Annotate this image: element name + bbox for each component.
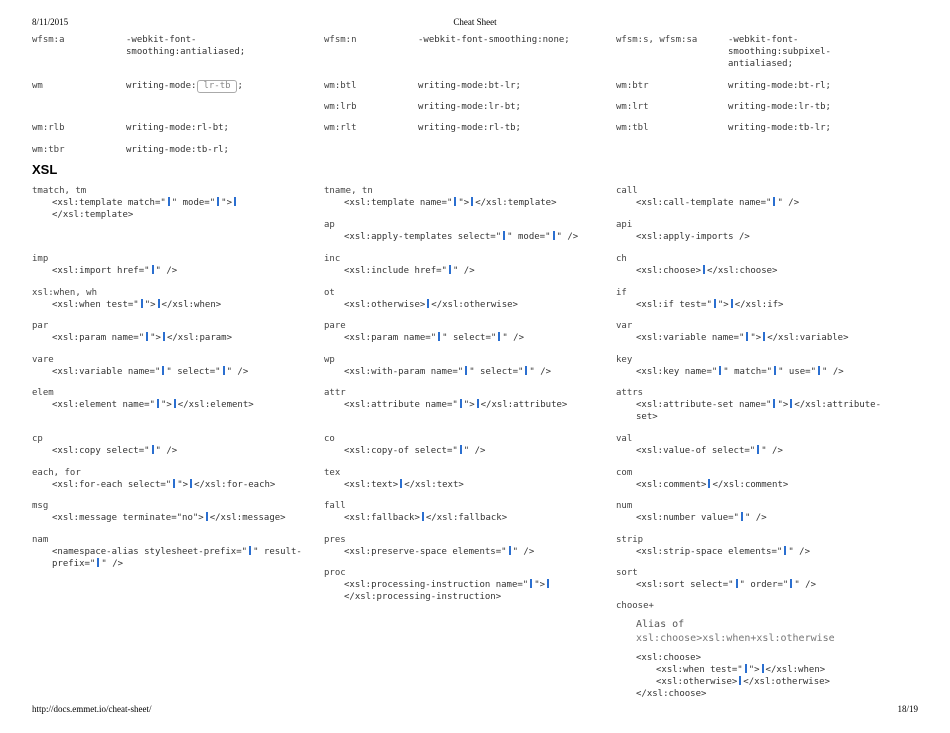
cursor-marker: [818, 366, 820, 375]
cursor-marker: [757, 445, 759, 454]
css-abbreviation: wm:lrb: [324, 102, 357, 112]
cursor-marker: [477, 399, 479, 408]
snippet-abbreviation: nam: [32, 535, 49, 545]
css-abbreviation: wfsm:a: [32, 35, 65, 45]
css-abbreviation: wm:rlt: [324, 123, 357, 133]
snippet-expansion: <xsl:apply-imports />: [636, 232, 750, 242]
cursor-marker: [790, 399, 792, 408]
snippet-item: [616, 253, 886, 277]
snippet-expansion: <xsl:for-each select=" "> </xsl:for-each>: [52, 480, 276, 490]
snippet-item: [616, 185, 886, 209]
snippet-item: [616, 500, 886, 524]
cursor-marker: [449, 265, 451, 274]
css-expansion: writing-mode:rl-tb;: [418, 123, 521, 133]
cursor-marker: [739, 676, 741, 685]
cursor-marker: [152, 265, 154, 274]
css-expansion: writing-mode:lr-bt;: [418, 102, 521, 112]
cursor-marker: [773, 197, 775, 206]
snippet-abbreviation: call: [616, 186, 638, 196]
snippet-abbreviation: attrs: [616, 388, 644, 398]
cursor-marker: [719, 366, 721, 375]
css-expansion: writing-mode:tb-lr;: [728, 123, 831, 133]
cursor-marker: [249, 546, 251, 555]
css-row: [324, 101, 594, 113]
snippet-expansion: <xsl:include href=" " />: [344, 266, 475, 276]
cursor-marker: [460, 399, 462, 408]
css-abbreviation: wm: [32, 81, 43, 91]
snippet-item: [616, 219, 886, 243]
cursor-marker: [503, 231, 505, 240]
css-expansion: writing-mode:rl-bt;: [126, 123, 229, 133]
cursor-marker: [471, 197, 473, 206]
snippet-item: [32, 433, 302, 457]
cursor-marker: [460, 445, 462, 454]
snippet-expansion: <xsl:with-param name=" " select=" " />: [344, 367, 552, 377]
snippet-item: [32, 467, 302, 491]
snippet-abbreviation: co: [324, 434, 335, 444]
alias-expansion: [636, 652, 886, 700]
css-expansion: writing-mode:lr-tb;: [728, 102, 831, 112]
snippet-item: [324, 500, 594, 524]
cursor-marker: [465, 366, 467, 375]
snippet-expansion: <xsl:processing-instruction name=" "> </xsl:processing-instruction>: [344, 579, 594, 603]
cursor-marker: [762, 664, 764, 673]
cursor-marker: [553, 231, 555, 240]
snippet-abbreviation: ch: [616, 254, 627, 264]
css-row: [324, 34, 594, 46]
snippet-abbreviation: api: [616, 220, 633, 230]
snippet-item-choose-plus: [616, 600, 886, 700]
css-expansion: writing-mode:bt-lr;: [418, 81, 521, 91]
css-row: [32, 34, 302, 58]
snippet-item: [616, 467, 886, 491]
snippet-abbreviation: ot: [324, 288, 335, 298]
snippet-item: [616, 433, 886, 457]
cursor-marker: [152, 445, 154, 454]
css-expansion: -webkit-font-smoothing:none;: [418, 35, 570, 45]
css-row: [616, 80, 886, 92]
snippet-abbreviation: sort: [616, 568, 638, 578]
header-title: Cheat Sheet: [453, 17, 497, 27]
css-expansion: writing-mode: lr-tb ;: [126, 81, 243, 91]
snippet-item: [616, 287, 886, 311]
css-expansion: -webkit-font- smoothing:antialiased;: [126, 35, 246, 57]
footer-url: http://docs.emmet.io/cheat-sheet/: [32, 704, 152, 714]
cursor-marker: [703, 265, 705, 274]
snippet-item: [32, 253, 302, 277]
snippet-expansion: <xsl:value-of select=" " />: [636, 446, 783, 456]
snippet-item: [324, 433, 594, 457]
snippet-abbreviation: elem: [32, 388, 54, 398]
cursor-marker: [157, 399, 159, 408]
snippet-item: [616, 387, 886, 423]
snippet-abbreviation: val: [616, 434, 633, 444]
snippet-abbreviation: tmatch, tm: [32, 186, 87, 196]
css-abbreviation: wm:tbr: [32, 145, 65, 155]
snippet-item: [324, 354, 594, 378]
cursor-marker: [158, 299, 160, 308]
snippet-abbreviation: tex: [324, 468, 341, 478]
cursor-marker: [400, 479, 402, 488]
snippet-item: [324, 567, 594, 603]
snippet-expansion: <xsl:if test=" "> </xsl:if>: [636, 300, 784, 310]
snippet-expansion: <xsl:variable name=" "> </xsl:variable>: [636, 333, 849, 343]
cursor-marker: [784, 546, 786, 555]
snippet-abbreviation: fall: [324, 501, 346, 511]
snippet-abbreviation: ap: [324, 220, 335, 230]
cursor-marker: [163, 332, 165, 341]
snippet-expansion: <xsl:message terminate="no"> </xsl:message>: [52, 513, 286, 523]
cursor-marker: [509, 546, 511, 555]
cursor-marker: [736, 579, 738, 588]
snippet-abbreviation: strip: [616, 535, 644, 545]
cursor-marker: [731, 299, 733, 308]
snippet-abbreviation: attr: [324, 388, 346, 398]
css-row: [616, 101, 886, 113]
snippet-item: [324, 185, 594, 209]
cursor-marker: [714, 299, 716, 308]
snippet-expansion: <xsl:number value=" " />: [636, 513, 767, 523]
cursor-marker: [223, 366, 225, 375]
snippet-expansion: <xsl:copy-of select=" " />: [344, 446, 486, 456]
cursor-marker: [217, 197, 219, 206]
cursor-marker: [498, 332, 500, 341]
snippet-abbreviation: num: [616, 501, 633, 511]
snippet-item: [616, 534, 886, 558]
snippet-expansion: <xsl:import href=" " />: [52, 266, 178, 276]
snippet-abbreviation: msg: [32, 501, 49, 511]
snippet-abbreviation: vare: [32, 355, 54, 365]
cursor-marker: [525, 366, 527, 375]
snippet-item: [324, 253, 594, 277]
expansion-line: </xsl:choose>: [636, 689, 707, 699]
snippet-expansion: <xsl:otherwise> </xsl:otherwise>: [344, 300, 518, 310]
snippet-expansion: <xsl:when test=" "> </xsl:when>: [52, 300, 222, 310]
snippet-item: [32, 387, 302, 411]
snippet-expansion: <xsl:choose> </xsl:choose>: [636, 266, 778, 276]
cursor-marker: [427, 299, 429, 308]
snippet-expansion: <xsl:param name=" "> </xsl:param>: [52, 333, 232, 343]
css-row: [324, 80, 594, 92]
snippet-expansion: <xsl:template name=" "> </xsl:template>: [344, 198, 557, 208]
snippet-abbreviation: inc: [324, 254, 341, 264]
snippet-abbreviation: tname, tn: [324, 186, 373, 196]
snippet-expansion: <xsl:variable name=" " select=" " />: [52, 367, 249, 377]
snippet-item: [324, 467, 594, 491]
snippet-abbreviation: imp: [32, 254, 49, 264]
snippet-expansion: <xsl:template match=" " mode=" "> </xsl:template>: [52, 197, 302, 221]
snippet-expansion: <xsl:attribute-set name=" "> </xsl:attribute- set>: [636, 400, 882, 422]
cursor-marker: [773, 399, 775, 408]
snippet-item: [616, 567, 886, 591]
css-row: [616, 34, 886, 70]
snippet-abbreviation: if: [616, 288, 627, 298]
snippet-abbreviation: pres: [324, 535, 346, 545]
snippet-item: [616, 320, 886, 344]
cursor-marker: [763, 332, 765, 341]
cursor-marker: [168, 197, 170, 206]
css-abbreviation: wfsm:s, wfsm:sa: [616, 35, 698, 45]
snippet-expansion: <xsl:preserve-space elements=" " />: [344, 547, 535, 557]
cursor-marker: [741, 512, 743, 521]
css-abbreviation: wm:lrt: [616, 102, 649, 112]
css-row: [616, 122, 886, 134]
cursor-marker: [141, 299, 143, 308]
snippet-expansion: <xsl:sort select=" " order=" " />: [636, 580, 817, 590]
cursor-marker: [790, 579, 792, 588]
expansion-line: <xsl:when test=" "> </xsl:when>: [656, 665, 826, 675]
alias-description: Alias of xsl:choose>xsl:when+xsl:otherwise: [636, 619, 835, 644]
cursor-marker: [422, 512, 424, 521]
snippet-expansion: <xsl:comment> </xsl:comment>: [636, 480, 789, 490]
cursor-marker: [438, 332, 440, 341]
snippet-abbreviation: proc: [324, 568, 346, 578]
css-expansion: writing-mode:tb-rl;: [126, 145, 229, 155]
snippet-item: [324, 287, 594, 311]
snippet-abbreviation: com: [616, 468, 633, 478]
snippet-item: [32, 287, 302, 311]
footer-page-number: 18/19: [897, 704, 918, 714]
css-expansion: writing-mode:bt-rl;: [728, 81, 831, 91]
cursor-marker: [746, 332, 748, 341]
placeholder-field: lr-tb: [197, 80, 236, 93]
snippet-item: [324, 219, 594, 243]
section-title-xsl: XSL: [32, 162, 58, 177]
snippet-expansion: <xsl:apply-templates select=" " mode=" " />: [344, 232, 579, 242]
cursor-marker: [774, 366, 776, 375]
snippet-abbreviation: var: [616, 321, 633, 331]
snippet-expansion: <xsl:element name=" "> </xsl:element>: [52, 400, 254, 410]
snippet-expansion: <xsl:call-template name=" " />: [636, 198, 800, 208]
expansion-line: <xsl:choose>: [636, 653, 702, 663]
snippet-expansion: <namespace-alias stylesheet-prefix=" " result- prefix=" " />: [52, 547, 302, 569]
css-row: [32, 122, 302, 134]
snippet-abbreviation: cp: [32, 434, 43, 444]
snippet-abbreviation: choose+: [616, 601, 654, 611]
cursor-marker: [454, 197, 456, 206]
snippet-abbreviation: wp: [324, 355, 335, 365]
css-abbreviation: wm:btl: [324, 81, 357, 91]
snippet-expansion: <xsl:copy select=" " />: [52, 446, 178, 456]
snippet-item: [324, 387, 594, 411]
snippet-expansion: <xsl:strip-space elements=" " />: [636, 547, 810, 557]
css-row: [32, 144, 302, 156]
css-expansion: -webkit-font- smoothing:subpixel- antialiased;: [728, 35, 831, 69]
alias-code: xsl:choose>xsl:when+xsl:otherwise: [636, 633, 835, 644]
cursor-marker: [745, 664, 747, 673]
css-abbreviation: wm:rlb: [32, 123, 65, 133]
cursor-marker: [206, 512, 208, 521]
snippet-item: [32, 185, 302, 221]
snippet-item: [616, 354, 886, 378]
snippet-expansion: <xsl:key name=" " match=" " use=" " />: [636, 367, 844, 377]
snippet-expansion: <xsl:attribute name=" "> </xsl:attribute>: [344, 400, 568, 410]
cursor-marker: [174, 399, 176, 408]
cursor-marker: [234, 197, 236, 206]
snippet-item: [32, 320, 302, 344]
cursor-marker: [547, 579, 549, 588]
cursor-marker: [146, 332, 148, 341]
snippet-item: [32, 534, 302, 570]
css-abbreviation: wfsm:n: [324, 35, 357, 45]
cursor-marker: [530, 579, 532, 588]
snippet-expansion: <xsl:param name=" " select=" " />: [344, 333, 524, 343]
snippet-abbreviation: key: [616, 355, 633, 365]
snippet-abbreviation: pare: [324, 321, 346, 331]
snippet-item: [324, 320, 594, 344]
snippet-abbreviation: each, for: [32, 468, 81, 478]
cursor-marker: [173, 479, 175, 488]
cursor-marker: [190, 479, 192, 488]
snippet-expansion: <xsl:text> </xsl:text>: [344, 480, 464, 490]
snippet-item: [324, 534, 594, 558]
snippet-item: [32, 354, 302, 378]
expansion-line: <xsl:otherwise> </xsl:otherwise>: [656, 677, 830, 687]
snippet-abbreviation: par: [32, 321, 49, 331]
cursor-marker: [708, 479, 710, 488]
css-row: [32, 80, 302, 93]
cursor-marker: [162, 366, 164, 375]
snippet-expansion: <xsl:fallback> </xsl:fallback>: [344, 513, 508, 523]
snippet-abbreviation: xsl:when, wh: [32, 288, 98, 298]
css-abbreviation: wm:btr: [616, 81, 649, 91]
cursor-marker: [97, 558, 99, 567]
snippet-item: [32, 500, 302, 524]
css-abbreviation: wm:tbl: [616, 123, 649, 133]
css-row: [324, 122, 594, 134]
header-date: 8/11/2015: [32, 17, 69, 27]
